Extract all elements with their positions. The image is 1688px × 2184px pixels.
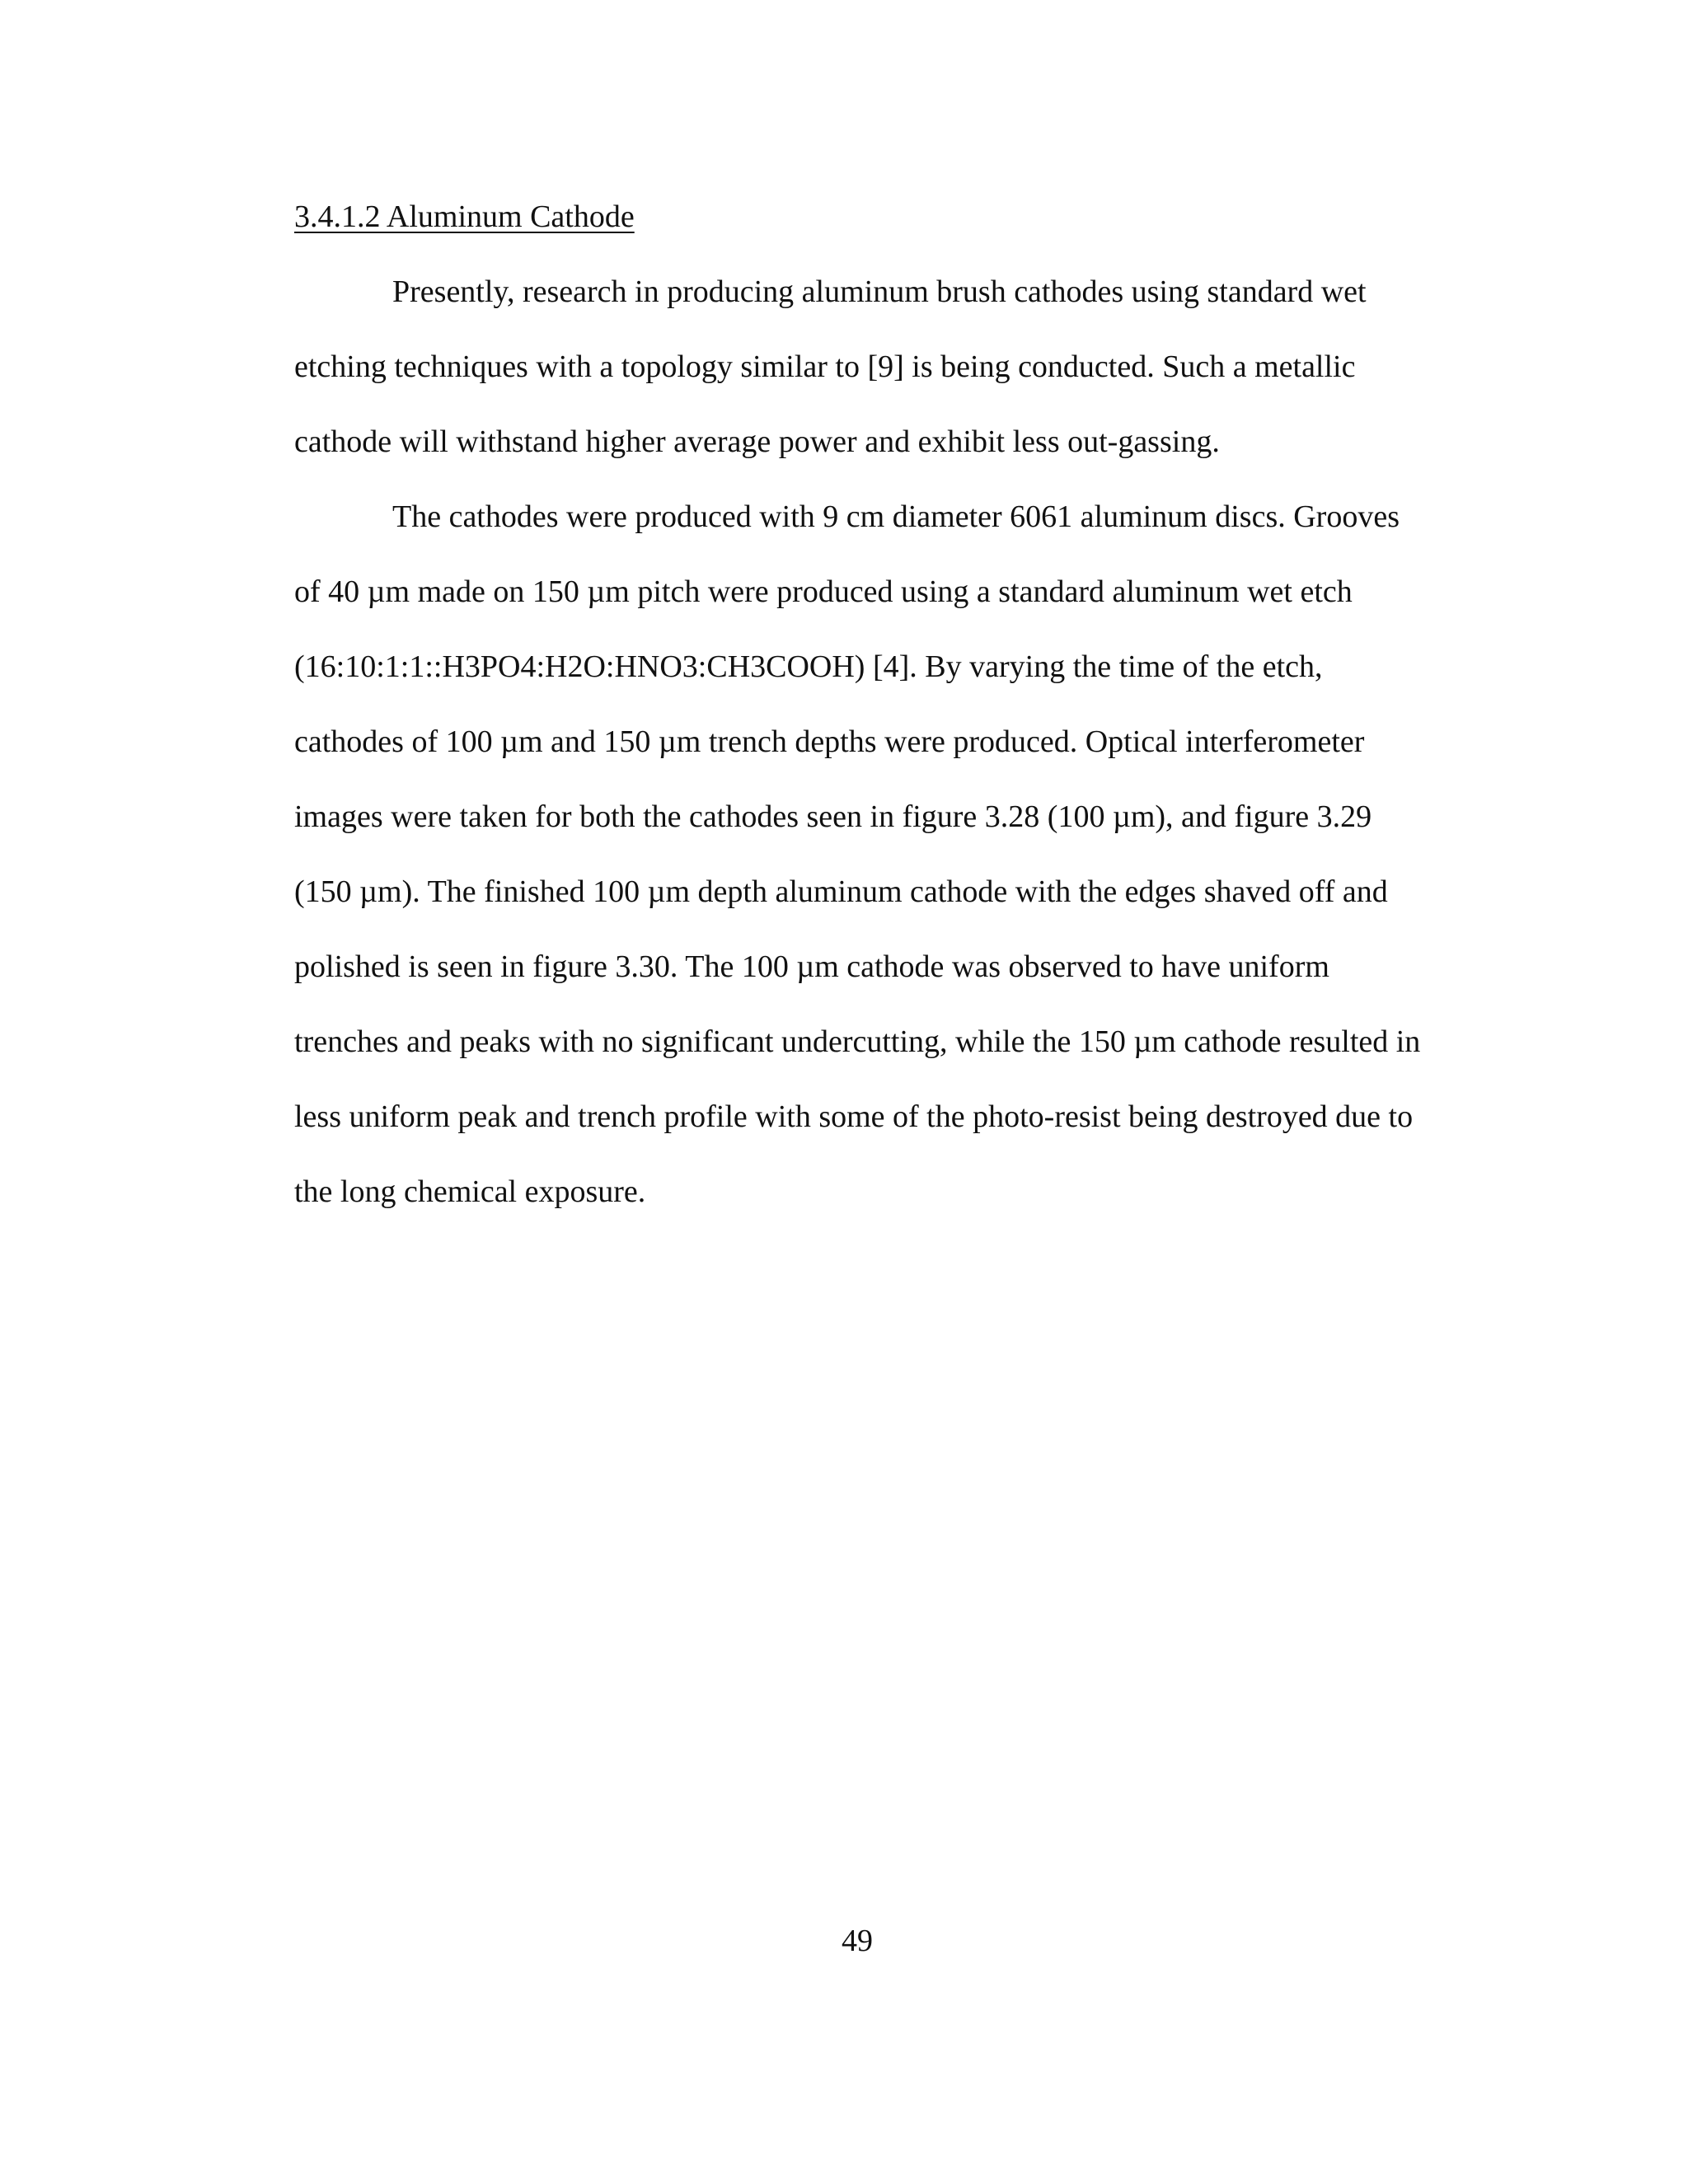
page-number: 49 — [842, 1924, 873, 1958]
paragraph-line: The cathodes were produced with 9 cm diameter 6061 aluminum discs. Grooves — [392, 499, 1400, 534]
paragraph-line: trenches and peaks with no significant undercutting, while the 150 µm cathode resulted in — [294, 1024, 1421, 1059]
paragraph-line: (150 µm). The finished 100 µm depth aluminum cathode with the edges shaved off and — [294, 874, 1388, 909]
paragraph-line: of 40 µm made on 150 µm pitch were produced using a standard aluminum wet etch — [294, 574, 1353, 609]
paragraph-line: Presently, research in producing aluminum brush cathodes using standard wet — [392, 274, 1367, 309]
paragraph-line: etching techniques with a topology similar to [9] is being conducted. Such a metallic — [294, 349, 1356, 384]
paragraph-line: less uniform peak and trench profile with some of the photo-resist being destroyed due to — [294, 1099, 1414, 1134]
paragraph-line: (16:10:1:1::H3PO4:H2O:HNO3:CH3COOH) [4]. By varying the time of the etch, — [294, 649, 1323, 684]
paragraph-line: the long chemical exposure. — [294, 1174, 646, 1209]
paragraph-line: cathodes of 100 µm and 150 µm trench depths were produced. Optical interferometer — [294, 724, 1365, 759]
section-heading: 3.4.1.2 Aluminum Cathode — [294, 199, 635, 234]
paragraph-line: images were taken for both the cathodes seen in figure 3.28 (100 µm), and figure 3.29 — [294, 799, 1372, 834]
paragraph-line: polished is seen in figure 3.30. The 100 µm cathode was observed to have uniform — [294, 949, 1329, 984]
paragraph-line: cathode will withstand higher average power and exhibit less out-gassing. — [294, 424, 1220, 459]
